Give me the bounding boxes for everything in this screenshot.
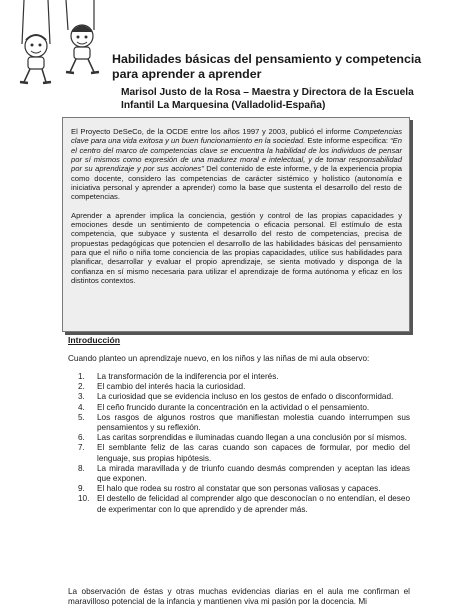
abstract-paragraph-2: Aprender a aprender implica la conciencia, gestión y control de las propias capacidades y emociones desde un sentimiento de competencia o eficacia personal. El estímulo de esta competencia, que subyace y sustenta el desarrollo del resto de competencias, precisa de propuestas pedagógicas que potencien el desarrollo de las habilidades básicas del pensamiento para que el niño o niña tome conciencia de las propias capacidades, utilice sus habilidades para planificar, desarrollar y evaluar el propio aprendizaje, se sienta motivado y disponga de la confianza en sí mismo necesaria para utilizar el aprendizaje de forma autónoma y eficaz en los distintos contextos. (71, 210, 402, 286)
list-item-text: El ceño fruncido durante la concentración en la actividad o el pensamiento. (97, 402, 370, 412)
list-item: 4. El ceño fruncido durante la concentración en la actividad o el pensamiento. (78, 402, 370, 412)
list-item: 8. La mirada maravillada y de triunfo cuando desmás comprenden y aceptan las ideas que exponen. (78, 463, 410, 484)
list-item: 7. El semblante feliz de las caras cuando son capaces de formular, por medio del lenguaje, sus propias hipótesis. (78, 443, 410, 463)
list-item: 6. Las caritas sorprendidas e iluminadas cuando llegan a una conclusión por sí mismos. (78, 433, 407, 443)
list-item: 5. Los rasgos de algunos rostros que manifiestan molestia cuando interrumpen sus pensamientos y su reflexión. (78, 412, 410, 433)
abstract-report-title: Competencias clave para una vida exitosa y un buen funcionamiento en la sociedad. (71, 127, 402, 146)
list-item: 1. La transformación de la indiferencia por el interés. (78, 372, 279, 381)
list-item-text: Los rasgos de algunos rostros que manifiestan molestia cuando interrumpen sus pensamientos y su reflexión. (97, 412, 410, 433)
section-heading-introduccion: Introducción (68, 335, 121, 345)
abstract-text-segment: El Proyecto DeSeCo, de la OCDE entre los años 1997 y 2003, publicó el informe (71, 127, 354, 136)
list-item: 3. La curiosidad que se evidencia incluso en los gestos de enfado o disconformidad. (78, 392, 394, 402)
list-item: 2. El cambio del interés hacia la curiosidad. (78, 382, 246, 392)
children-swing-illustration (8, 0, 108, 86)
document-title: Habilidades básicas del pensamiento y competencia para aprender a aprender (112, 52, 422, 81)
abstract-text-segment: Del contenido de este informe, y de la experiencia propia como docente, considero las competencias de carácter sistémico y holístico (autonomía e iniciativa personal y aprender a aprender) como la base que sustenta el desarrollo del resto de competencias. (71, 164, 402, 202)
abstract-box (62, 117, 410, 332)
document-author: Marisol Justo de la Rosa – Maestra y Directora de la Escuela Infantil La Marquesina (Valladolid-España) (121, 87, 414, 111)
list-item-text: El semblante feliz de las caras cuando son capaces de formular, por medio del lenguaje, sus propias hipótesis. (97, 443, 410, 463)
abstract-quote: “En el centro del marco de competencias clave se encuentra la habilidad de los individuos de pensar por sí mismos como expresión de una madurez moral e intelectual, y de tomar responsabilidad por su aprendizaje y por sus acciones” (71, 136, 402, 174)
list-item-text: El cambio del interés hacia la curiosidad. (97, 382, 246, 392)
closing-paragraph: La observación de éstas y otras muchas evidencias diarias en el aula me confirman el maravilloso potencial de la infancia y mantienen viva mi pasión por la docencia. Mi (68, 587, 410, 607)
abstract-text (71, 127, 402, 295)
list-item-text: El halo que rodea su rostro al constatar que son personas valiosas y capaces. (97, 484, 381, 494)
list-item: 9. El halo que rodea su rostro al constatar que son personas valiosas y capaces. (78, 484, 381, 494)
intro-lead: Cuando planteo un aprendizaje nuevo, en los niños y las niñas de mi aula observo: (68, 354, 370, 363)
list-item-text: La curiosidad que se evidencia incluso en los gestos de enfado o disconformidad. (97, 392, 394, 402)
list-item: 10. El destello de felicidad al comprender algo que desconocían o no entendían, el deseo de experimentar con lo que aprendido y de aprender más. (78, 494, 410, 514)
list-item-text: El destello de felicidad al comprender algo que desconocían o no entendían, el deseo de experimentar con lo que aprendido y de aprender más. (97, 494, 410, 514)
observations-list (68, 372, 410, 515)
list-item-text: Las caritas sorprendidas e iluminadas cuando llegan a una conclusión por sí mismos. (97, 433, 407, 443)
abstract-paragraph-1 (71, 127, 402, 202)
list-item-text: La transformación de la indiferencia por el interés. (97, 372, 279, 381)
list-item-text: La mirada maravillada y de triunfo cuando desmás comprenden y aceptan las ideas que exponen. (97, 463, 410, 484)
abstract-text-segment: Este informe especifica: (305, 136, 391, 146)
